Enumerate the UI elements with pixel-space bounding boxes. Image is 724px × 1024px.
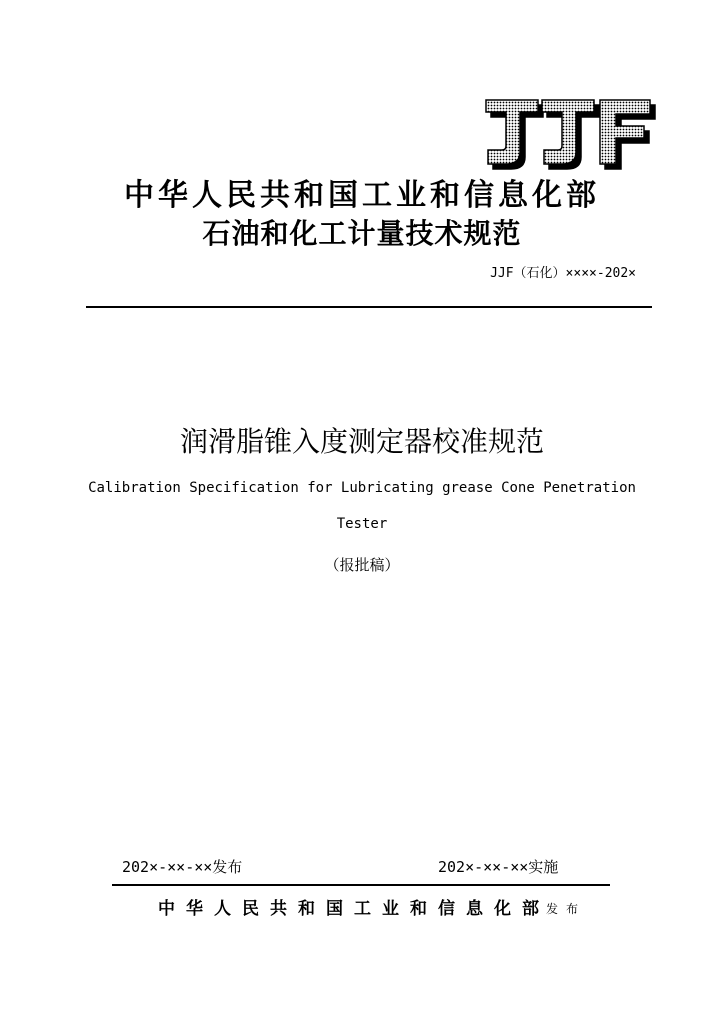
footer-divider — [112, 884, 610, 886]
spec-series-title: 石油和化工计量技术规范 — [202, 217, 522, 250]
publisher-name: 中华人民共和国工业和信息化部 — [158, 899, 550, 919]
document-title-english-line1: Calibration Specification for Lubricating grease Cone Penetration — [88, 480, 636, 496]
jjf-logo — [484, 98, 660, 172]
ministry-name: 中华人民共和国工业和信息化部 — [124, 178, 600, 213]
publish-label: 发布 — [546, 902, 587, 916]
draft-stage-label: （报批稿） — [324, 556, 400, 574]
standard-code: JJF（石化）××××-202× — [490, 266, 636, 281]
document-title-english-line2: Tester — [336, 516, 388, 532]
document-title-chinese: 润滑脂锥入度测定器校准规范 — [179, 425, 544, 458]
header-divider — [86, 306, 652, 308]
issue-date: 202×-××-××发布 — [122, 858, 243, 876]
implement-date: 202×-××-××实施 — [438, 858, 559, 876]
